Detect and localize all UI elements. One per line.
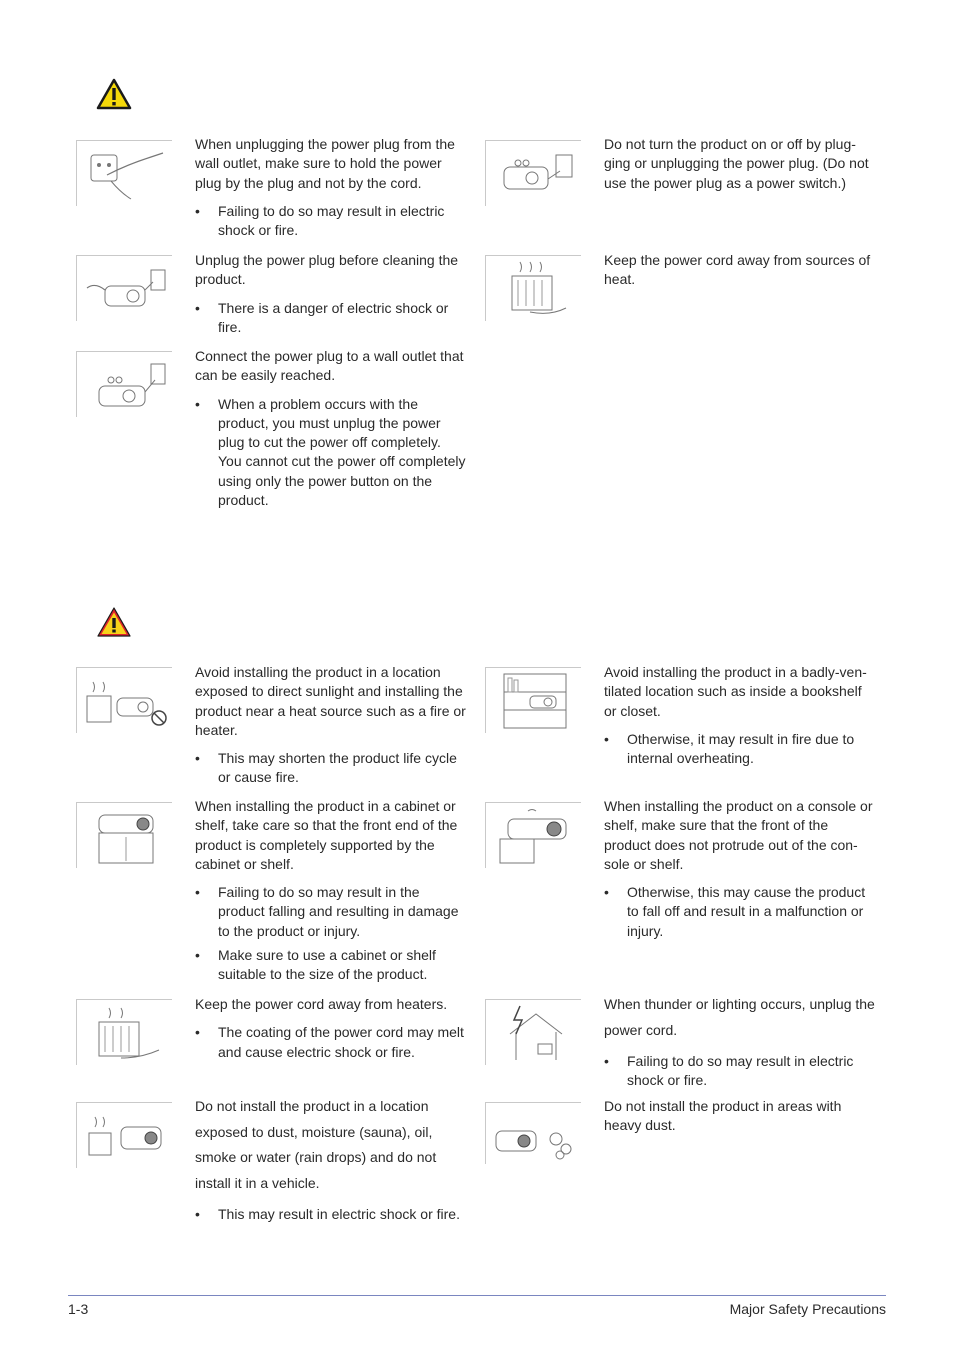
item-12-text: Do not install the product in areas with heavy dust. — [604, 1098, 842, 1134]
list-item: • Failing to do so may result in electric shock or fire. — [195, 202, 467, 241]
caution-red-icon — [96, 606, 132, 638]
item-6-text: Avoid installing the product in a badly-ven-tilated location such as inside a bookshelf or closet. • Otherwise, it may result in fire due to internal overheating. — [604, 663, 876, 773]
list-item: • The coating of the power cord may melt and cause electric shock or fire. — [195, 1023, 467, 1062]
footer-rule — [68, 1295, 886, 1296]
list-item: • Make sure to use a cabinet or shelf suitable to the size of the product. — [195, 946, 467, 985]
item-0-text: When unplugging the power plug from the wall outlet, make sure to hold the power plug by the plug and not by the cord. • Failing to do so may result in electric shock or fire. — [195, 135, 467, 245]
item-8-text: When installing the product on a console or shelf, make sure that the front of the product does not protrude out of the con-sole or shelf. • Otherwise, this may cause the product to fall off and result in a malfunction or injury. — [604, 797, 876, 946]
moisture-icon — [76, 1102, 172, 1168]
section-title: Major Safety Precautions — [729, 1301, 886, 1317]
item-3-text: Keep the power cord away from sources of heat. — [604, 252, 871, 288]
cabinet-icon — [76, 802, 172, 868]
item-7-text: When installing the product in a cabinet or shelf, take care so that the front end of the product is completely supported by the cabinet or shelf. • Failing to do so may result in the product falling and resulting in damage to the product or injury. • Make sure to use a cabinet or shelf suitable to the size of the product. — [195, 797, 467, 990]
item-2-text: Unplug the power plug before cleaning the product. • There is a danger of electric shock or fire. — [195, 251, 467, 342]
list-item: • When a problem occurs with the product, you must unplug the power plug to cut the power off completely. You cannot cut the power off completely using only the power button on the product. — [195, 395, 467, 511]
heat-source-icon — [76, 667, 172, 733]
list-item: • Otherwise, this may cause the product to fall off and result in a malfunction or injury. — [604, 883, 876, 941]
item-4-text: Connect the power plug to a wall outlet that can be easily reached. • When a problem occurs with the product, you must unplug the power plug to cut the power off completely. You cannot cut the power off completely using only the power button on the product. — [195, 347, 467, 515]
list-item: • There is a danger of electric shock or fire. — [195, 299, 467, 338]
dust-icon — [485, 1102, 581, 1164]
lightning-house-icon — [485, 999, 581, 1065]
list-item: • Failing to do so may result in the product falling and resulting in damage to the product or injury. — [195, 883, 467, 941]
item-10-text: When thunder or lighting occurs, unplug the power cord. • Failing to do so may result in electric shock or fire. — [604, 992, 876, 1096]
warning-yellow-icon — [96, 78, 132, 110]
heater-icon — [76, 999, 172, 1065]
projector-plug-icon — [485, 140, 581, 206]
item-11-text: Do not install the product in a location exposed to dust, moisture (sauna), oil, smoke or water (rain drops) and do not install it in a vehicle. • This may result in electric shock or fire. — [195, 1094, 467, 1229]
item-9-text: Keep the power cord away from heaters. • The coating of the power cord may melt and cause electric shock or fire. — [195, 995, 467, 1067]
list-item: • Failing to do so may result in electric shock or fire. — [604, 1052, 876, 1091]
item-5-text: Avoid installing the product in a location exposed to direct sunlight and installing the product near a heat source such as a fire or heater. • This may shorten the product life cycle or cause fire. — [195, 663, 467, 793]
plug-hand-icon — [76, 140, 172, 206]
page-number: 1-3 — [68, 1301, 89, 1317]
list-item: • Otherwise, it may result in fire due to internal overheating. — [604, 730, 876, 769]
list-item: • This may result in electric shock or fire. — [195, 1205, 467, 1224]
bookshelf-icon — [485, 667, 581, 733]
projector-outlet-icon — [76, 351, 172, 417]
projector-cleaning-icon — [76, 255, 172, 321]
list-item: • This may shorten the product life cycle or cause fire. — [195, 749, 467, 788]
heater-cord-icon — [485, 255, 581, 321]
item-1-text: Do not turn the product on or off by plug-ging or unplugging the power plug. (Do not use the power plug as a power switch.) — [604, 136, 869, 191]
console-shelf-icon — [485, 802, 581, 868]
